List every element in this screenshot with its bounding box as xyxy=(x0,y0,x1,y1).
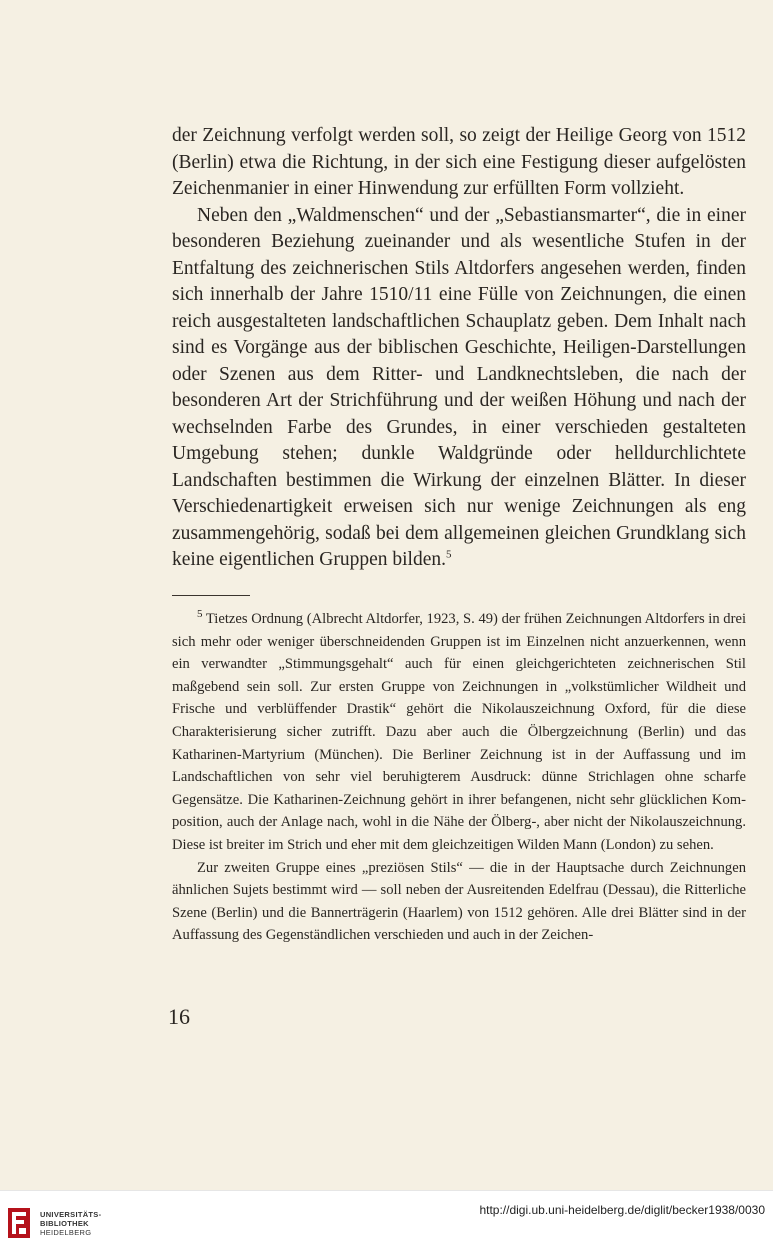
footnote-divider xyxy=(172,595,250,596)
footnote-marker: 5 xyxy=(197,608,203,621)
footnote-reference[interactable]: 5 xyxy=(446,548,452,561)
logo-line-3: HEIDELBERG xyxy=(40,1227,92,1237)
footnote-paragraph-2: Zur zweiten Gruppe eines „preziösen Stils“ — die in der Hauptsache durch Zeichnungen ähnlichen Sujets bestimmt wird — soll neben der Ausreitenden Edelfrau (Dessau), die Ritterliche Szene (Berlin) und die Bannerträgerin (Haarlem) von 1512 gehören. Alle drei Blätter sind in der Auffassung des Gegenständlichen verschieden und auch in der Zeichen- xyxy=(172,859,746,944)
footnote-block xyxy=(172,608,746,947)
body-paragraph-1: der Zeichnung verfolgt werden soll, so zeigt der Heilige Georg von 1512 (Berlin) etwa die Richtung, in der sich eine Festigung dieser aufgelösten Zeichenmanier in einer Hinwendung zur erfüllten Form vollzieht. xyxy=(172,125,746,199)
library-name xyxy=(40,1210,101,1237)
body-paragraph-2-text: Neben den „Waldmenschen“ und der „Sebastiansmarter“, die in einer besonderen Beziehung zueinander und als wesentliche Stufen in der Entfaltung des zeichnerischen Stils Altdorfers angesehen werden, finden sich innerhalb der Jahre 1510/11 eine Fülle von Zeichnungen, die einen reich ausgestalteten landschaftlichen Schauplatz geben. Dem Inhalt nach sind es Vorgänge aus der biblischen Geschichte, Heiligen-Darstellungen oder Szenen aus dem Ritter- und Landknechtsleben, die nach der besonderen Art der Strichführung und der weißen Höhung und nach der wechselnden Farbe des Grundes, in einer verschieden gestalteten Umgebung stehen; dunkle Waldgründe oder helldurchlichtete Landschaften bestimmen die Wirkung der einzelnen Blätter. In dieser Verschiedenartigkeit erweisen sich nur wenige Zeichnungen als eng zusammengehörig, sodaß bei dem allgemeinen gleichen Grundklang sich keine eigentlichen Gruppen bilden. xyxy=(172,204,746,570)
main-text xyxy=(172,123,746,574)
body-paragraph-2 xyxy=(172,203,746,574)
library-emblem-icon xyxy=(6,1206,32,1240)
page-number: 16 xyxy=(168,1004,190,1029)
logo-line-2: BIBLIOTHEK xyxy=(40,1218,89,1228)
permalink-url[interactable]: http://digi.ub.uni-heidelberg.de/diglit/becker1938/0030 xyxy=(479,1203,765,1217)
library-logo[interactable] xyxy=(6,1203,186,1243)
viewer-footer xyxy=(0,1190,773,1248)
logo-line-1: UNIVERSITÄTS- xyxy=(40,1209,102,1219)
footnote-paragraph-1-text: Tietzes Ordnung (Albrecht Altdorfer, 1923, S. 49) der frühen Zeichnungen Altdorfers in drei sich mehr oder weniger überschneidenden Gruppen ist im Einzelnen nicht anzuerkennen, wenn ein verwandter „Stimmungsgehalt“ auch für einen gleichgerichteten zeichnerischen Stil maßgebend sein soll. Zur ersten Gruppe von Zeichnungen in „volkstümlicher Wildheit und Frische und verblüffender Drastik“ gehört die Nikolauszeichnung Oxford, für die diese Charakterisierung sicher zutrifft. Dazu aber auch die Ölbergzeichnung (Berlin) und das Katharinen-Martyrium (München). Die Berliner Zeichnung ist in der Auffassung und im Landschaftlichen von sehr viel beruhigterem Ausdruck: dünne Strichlagen ohne scharfe Gegensätze. Die Katharinen-Zeichnung gehört in ihrer befangenen, nicht sehr glücklichen Komposition, auch der Anlage nach, wohl in die Nähe der Ölberg-, aber nicht der Nikolauszeichnung. Diese ist breiter im Strich und eher mit dem gleichzeitigen Wilden Mann (London) zu sehen. xyxy=(172,611,746,853)
footnote-paragraph-1 xyxy=(172,608,746,857)
